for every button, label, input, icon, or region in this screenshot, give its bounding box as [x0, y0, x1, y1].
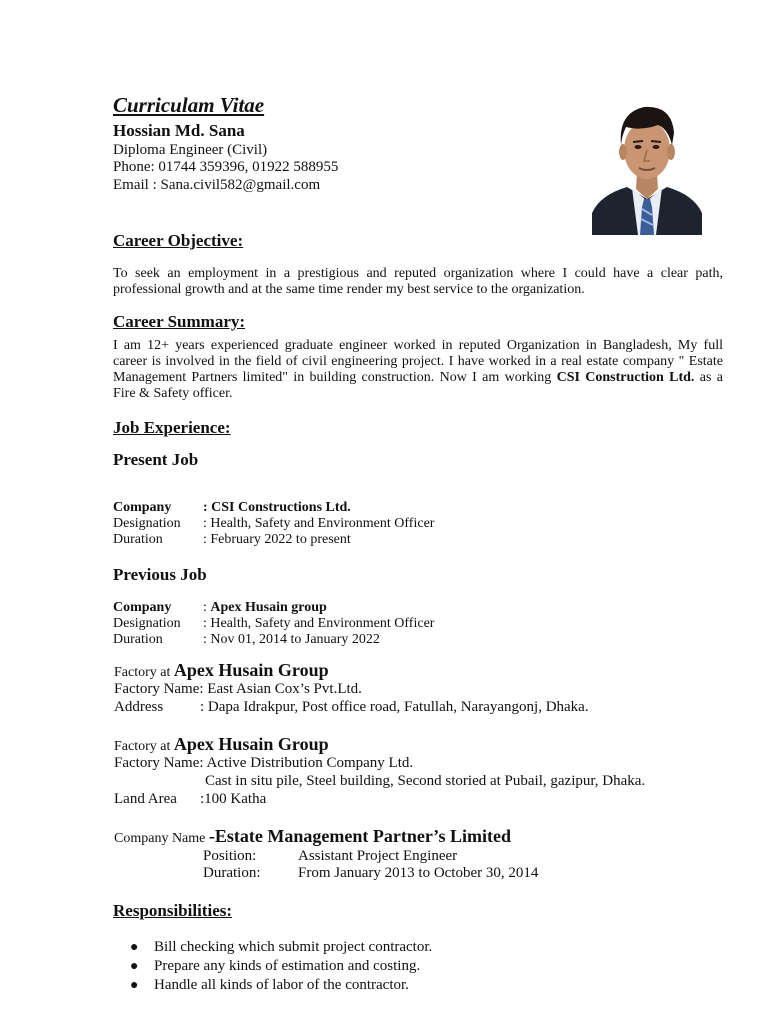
present-designation-value: : Health, Safety and Environment Officer — [203, 516, 435, 531]
candidate-name: Hossian Md. Sana — [113, 121, 245, 140]
present-company-label: Company — [113, 500, 172, 515]
profile-photo-image — [592, 95, 702, 235]
summary-text-part: as a Fire & Safety officer. — [113, 370, 723, 401]
degree: Diploma Engineer (Civil) — [113, 142, 268, 158]
factory1-prefix: Factory at — [114, 665, 174, 680]
estate-company-name: -Estate Management Partner’s Limited — [208, 826, 511, 846]
email: Email : Sana.civil582@gmail.com — [113, 177, 321, 193]
previous-company-value: Apex Husain group — [210, 600, 327, 615]
previous-duration-label: Duration — [113, 632, 163, 647]
bullet-icon: ● — [130, 940, 139, 955]
present-duration-value: : February 2022 to present — [203, 532, 351, 547]
previous-company-colon: : — [203, 600, 211, 615]
career-objective-text: To seek an employment in a prestigious and reputed organization where I could have a clear path, professional growth and at the same time render my best service to the organization. — [113, 266, 723, 297]
factory1-address-label: Address — [114, 699, 164, 715]
list-item — [130, 977, 432, 996]
factory2-land-value: :100 Katha — [200, 791, 267, 807]
bullet-icon: ● — [130, 978, 139, 993]
bullet-icon: ● — [130, 959, 139, 974]
phone: Phone: 01744 359396, 01922 588955 — [113, 159, 339, 175]
list-item-text: Bill checking which submit project contractor. — [154, 939, 433, 955]
present-designation-row — [113, 516, 434, 532]
present-duration-label: Duration — [113, 532, 163, 547]
summary-current-company: CSI Construction Ltd. — [556, 370, 695, 385]
list-item-text: Prepare any kinds of estimation and costing. — [154, 958, 421, 974]
estate-prefix: Company Name — [114, 831, 209, 846]
career-summary-heading: Career Summary: — [113, 312, 246, 331]
previous-company-row — [113, 600, 327, 616]
profile-photo — [592, 95, 702, 235]
previous-duration-row — [113, 632, 380, 648]
responsibilities-list — [130, 939, 432, 996]
factory2-land-label: Land Area — [114, 791, 177, 807]
present-job-heading: Present Job — [113, 450, 199, 469]
cv-title: Curriculam Vitae — [113, 93, 265, 117]
job-experience-heading: Job Experience: — [113, 418, 231, 437]
list-item — [130, 958, 432, 977]
present-company-value: : CSI Constructions Ltd. — [203, 500, 351, 515]
estate-duration-value: From January 2013 to October 30, 2014 — [298, 865, 539, 881]
present-company-row — [113, 500, 351, 516]
previous-company-label: Company — [113, 600, 172, 615]
present-designation-label: Designation — [113, 516, 181, 531]
career-summary-text — [113, 338, 723, 402]
factory2-land-row — [114, 791, 266, 808]
factory1-group: Apex Husain Group — [173, 660, 329, 680]
factory2-detail: Cast in situ pile, Steel building, Second storied at Pubail, gazipur, Dhaka. — [205, 773, 646, 789]
previous-job-heading: Previous Job — [113, 565, 207, 584]
present-duration-row — [113, 532, 351, 548]
responsibilities-heading: Responsibilities: — [113, 901, 233, 920]
factory2-group: Apex Husain Group — [173, 734, 329, 754]
estate-heading — [114, 826, 511, 847]
estate-duration-row — [203, 865, 538, 882]
list-item — [130, 939, 432, 958]
factory2-prefix: Factory at — [114, 739, 174, 754]
summary-text-part: I am 12+ years experienced graduate engineer worked in reputed Organization in Bangladesh, My full career is involved in the field of civil engineering project. I have worked in a real estate company " Estate Management Partners limited" in building construction. Now I am working — [113, 338, 723, 385]
factory2-name: Factory Name: Active Distribution Company Ltd. — [114, 755, 414, 771]
factory1-address-value: : Dapa Idrakpur, Post office road, Fatullah, Narayangonj, Dhaka. — [200, 699, 589, 715]
factory1-heading — [114, 660, 329, 681]
estate-duration-label: Duration: — [203, 865, 261, 881]
factory2-heading — [114, 734, 329, 755]
previous-designation-value: : Health, Safety and Environment Officer — [203, 616, 435, 631]
factory1-name: Factory Name: East Asian Cox’s Pvt.Ltd. — [114, 681, 362, 697]
career-objective-heading: Career Objective: — [113, 231, 244, 250]
list-item-text: Handle all kinds of labor of the contractor. — [154, 977, 409, 993]
estate-position-value: Assistant Project Engineer — [298, 848, 458, 864]
previous-designation-label: Designation — [113, 616, 181, 631]
estate-position-row — [203, 848, 457, 865]
previous-designation-row — [113, 616, 434, 632]
estate-position-label: Position: — [203, 848, 257, 864]
previous-duration-value: : Nov 01, 2014 to January 2022 — [203, 632, 380, 647]
factory1-address-row — [114, 699, 589, 716]
